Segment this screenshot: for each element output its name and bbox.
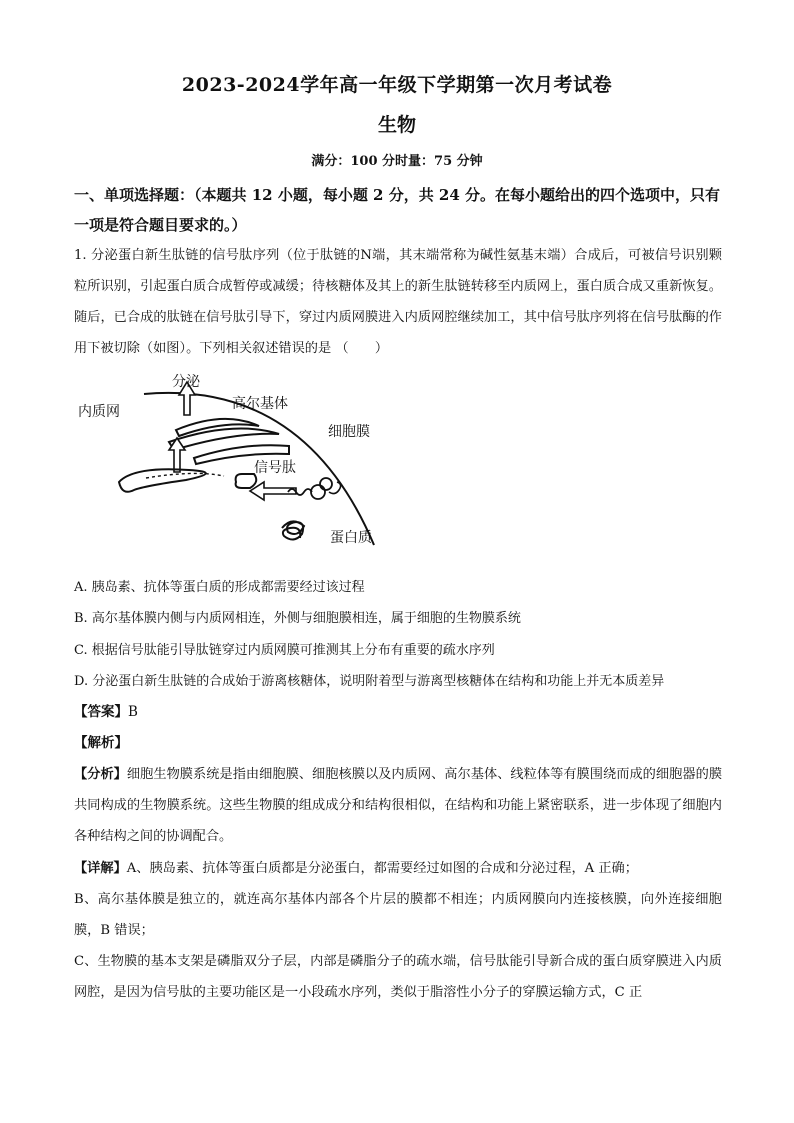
- analysis-paragraph: [74, 759, 722, 852]
- label-golgi: 高尔基体: [232, 396, 288, 412]
- section-heading: 一、单项选择题：（本题共 12 小题，每小题 2 分，共 24 分。在每小题给出的四个选项中，只有一项是符合题目要求的。）: [74, 186, 721, 234]
- cell-diagram-svg: [74, 370, 394, 570]
- analysis-tag: 【分析】: [74, 767, 127, 782]
- label-signal-peptide: 信号肽: [254, 460, 296, 476]
- question-stem: 1. 分泌蛋白新生肽链的信号肽序列（位于肽链的N端，其末端常称为碱性氨基末端）合成后，可被信号识别颗粒所识别，引起蛋白质合成暂停或减缓；待核糖体及其上的新生肽链转移至内质网上，蛋白质合成又重新恢复。随后，已合成的肽链在信号肽引导下，穿过内质网膜进入内质网腔继续加工，其中信号肽序列将在信号肽酶的作用下被切除（如图）。下列相关叙述错误的是 （ ）: [74, 248, 722, 356]
- cell-diagram: [74, 370, 394, 570]
- label-membrane: 细胞膜: [328, 424, 370, 440]
- er-shape-2: [146, 473, 224, 478]
- option-c: C. 根据信号肽能引导肽链穿过内质网膜可推测其上分布有重要的疏水序列: [74, 642, 495, 658]
- detail-c: C、生物膜的基本支架是磷脂双分子层，内部是磷脂分子的疏水端，信号肽能引导新合成的蛋白质穿膜进入内质网腔，是因为信号肽的主要功能区是一小段疏水序列，类似于脂溶性小分子的穿膜运输方式，C 正: [74, 954, 722, 1000]
- label-er: 内质网: [78, 404, 120, 420]
- answer-tag: 【答案】: [74, 704, 128, 720]
- option-d: D. 分泌蛋白新生肽链的合成始于游离核糖体，说明附着型与游离型核糖体在结构和功能上并无本质差异: [74, 673, 665, 689]
- ribosome-shape: [311, 485, 325, 499]
- exam-title: 2023-2024学年高一年级下学期第一次月考试卷: [181, 74, 613, 96]
- ribosome-shape-2: [320, 478, 332, 490]
- er-shape: [119, 469, 206, 492]
- label-secretion: 分泌: [172, 374, 200, 390]
- golgi-stack-1: [176, 419, 259, 436]
- detail-b: B、高尔基体膜是独立的，就连高尔基体内部各个片层的膜都不相连；内质网膜向内连接核膜，向外连接细胞膜，B 错误；: [74, 892, 722, 938]
- detail-tag: 【详解】: [74, 861, 127, 876]
- option-b: B. 高尔基体膜内侧与内质网相连，外侧与细胞膜相连，属于细胞的生物膜系统: [74, 611, 521, 627]
- answer-options: [74, 572, 722, 697]
- option-a: A. 胰岛素、抗体等蛋白质的形成都需要经过该过程: [74, 580, 365, 595]
- detail-a-text: A、胰岛素、抗体等蛋白质都是分泌蛋白，都需要经过如图的合成和分泌过程，A 正确；: [126, 861, 638, 876]
- answer-line: [74, 697, 138, 728]
- analysis-text: 细胞生物膜系统是指由细胞膜、细胞核膜以及内质网、高尔基体、线粒体等有膜围绕而成的细胞器的膜共同构成的生物膜系统。这些生物膜的组成成分和结构很相似，在结构和功能上紧密联系，进一步体现了细胞内各种结构之间的协调配合。: [74, 767, 723, 844]
- solution-label: 【解析】: [74, 735, 128, 751]
- er-segment: [236, 474, 257, 488]
- protein-shape: [282, 521, 304, 539]
- subject-title: 生物: [377, 114, 416, 136]
- detail-a: [74, 853, 722, 884]
- golgi-stack-2: [169, 429, 279, 450]
- detail-paragraph: [74, 853, 722, 1008]
- transport-arrow: [169, 438, 185, 472]
- answer-value: B: [128, 704, 138, 720]
- label-protein: 蛋白质: [330, 530, 372, 546]
- solution-tag: [74, 728, 128, 759]
- score-time-line: 满分：100 分时量：75 分钟: [311, 154, 483, 169]
